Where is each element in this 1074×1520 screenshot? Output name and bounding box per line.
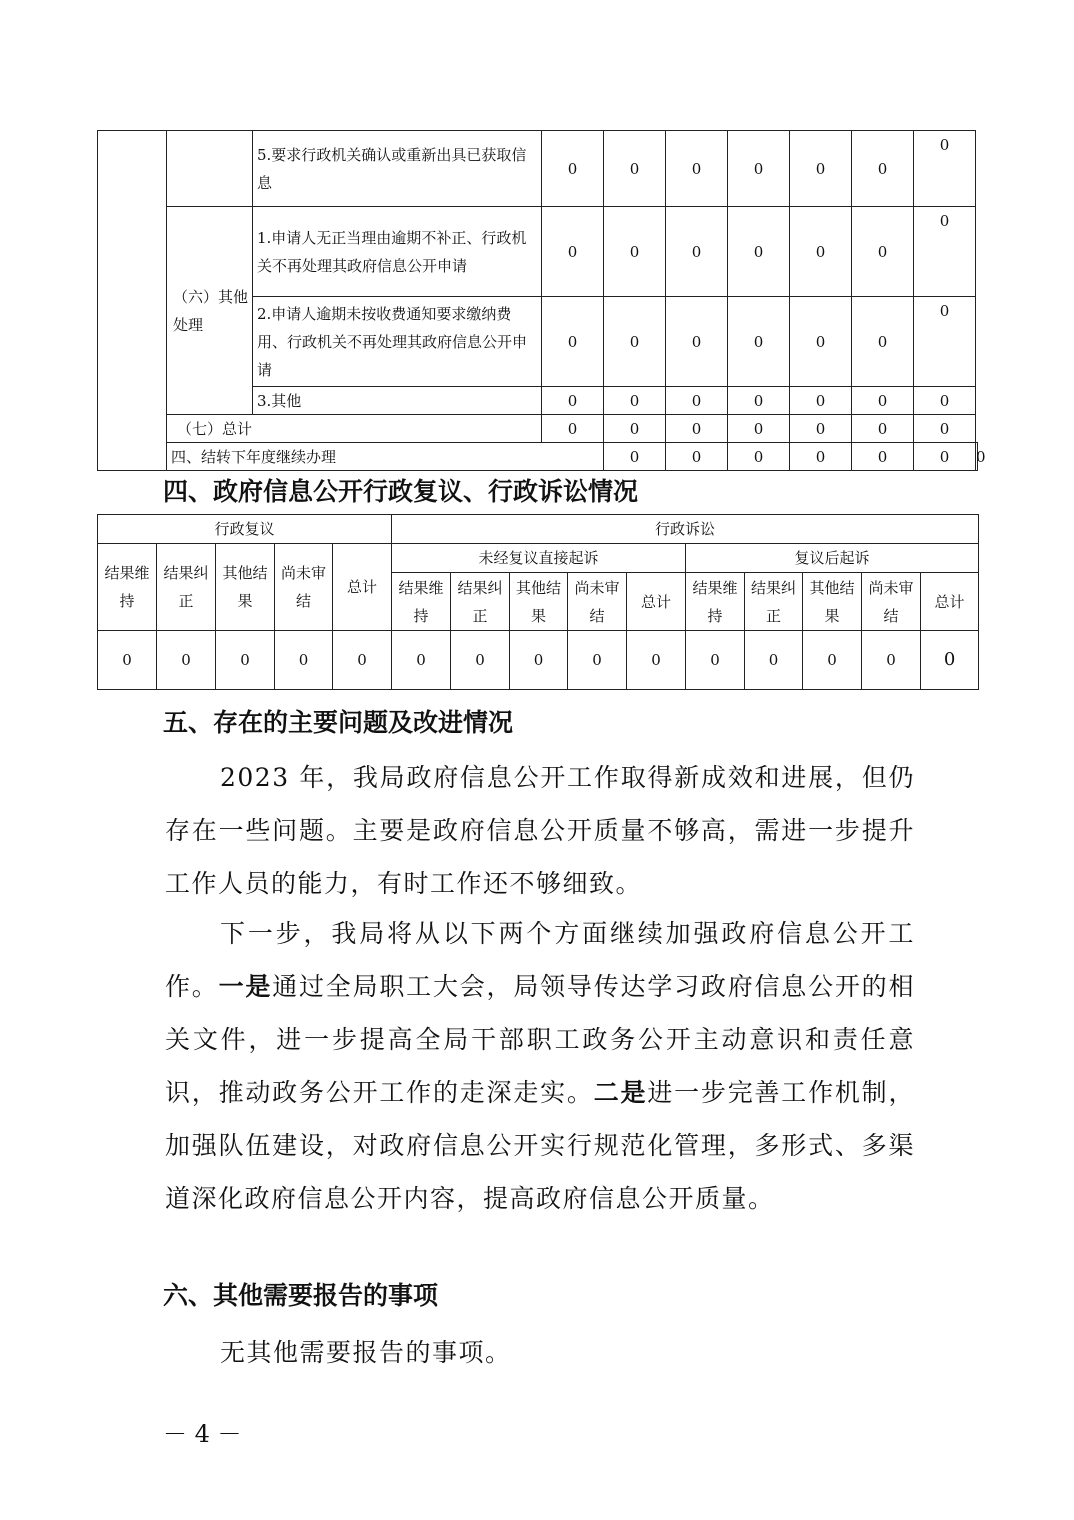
table-row: 5.要求行政机关确认或重新出具已获取信息 0 0 0 0 0 0 0 xyxy=(98,131,978,207)
direct-suit-header: 未经复议直接起诉 xyxy=(392,544,686,573)
table-row: 结果维持 结果纠正 其他结果 尚未审结 总计 结果维持 结果纠正 其他结果 尚未审结 总计 xyxy=(98,573,979,631)
review-header: 行政复议 xyxy=(98,515,392,544)
row-label: 1.申请人无正当理由逾期不补正、行政机关不再处理其政府信息公开申请 xyxy=(253,207,542,297)
row-label: 2.申请人逾期未按收费通知要求缴纳费用、行政机关不再处理其政府信息公开申请 xyxy=(253,297,542,387)
table-row: 3.其他 0 0 0 0 0 0 0 xyxy=(98,387,978,415)
emphasis-first: 一是 xyxy=(218,972,273,1001)
table-row: 0 0 0 0 0 0 0 0 0 0 0 0 0 0 0 xyxy=(98,631,979,690)
group-label: （六）其他处理 xyxy=(167,207,253,415)
table-row: 2.申请人逾期未按收费通知要求缴纳费用、行政机关不再处理其政府信息公开申请 0 0 0 0 0 0 0 xyxy=(98,297,978,387)
row-label: 3.其他 xyxy=(253,387,542,415)
section-5-paragraph-1: 2023 年，我局政府信息公开工作取得新成效和进展，但仍存在一些问题。主要是政府信息公开质量不够高，需进一步提升工作人员的能力，有时工作还不够细致。 xyxy=(165,763,915,898)
litigation-header: 行政诉讼 xyxy=(392,515,979,544)
after-review-header: 复议后起诉 xyxy=(686,544,979,573)
review-litigation-table xyxy=(97,514,979,690)
section-6-paragraph: 无其他需要报告的事项。 xyxy=(220,1338,512,1367)
section-4-heading: 四、政府信息公开行政复议、行政诉讼情况 xyxy=(163,477,639,506)
table-row: 结果维持 结果纠正 其他结果 尚未审结 总计 未经复议直接起诉 复议后起诉 xyxy=(98,544,979,573)
table-row: 四、结转下年度继续办理 0 0 0 0 0 0 0 xyxy=(98,443,978,471)
section-5-heading: 五、存在的主要问题及改进情况 xyxy=(163,708,514,737)
application-handling-table xyxy=(97,130,986,471)
table-row xyxy=(98,515,979,544)
table-row: （六）其他处理 1.申请人无正当理由逾期不补正、行政机关不再处理其政府信息公开申请 0 0 0 0 0 0 0 xyxy=(98,207,978,297)
row-label: 5.要求行政机关确认或重新出具已获取信息 xyxy=(253,131,542,207)
total-label: （七）总计 xyxy=(167,415,542,443)
section-6-heading: 六、其他需要报告的事项 xyxy=(163,1281,439,1310)
table-row: （七）总计 0 0 0 0 0 0 0 xyxy=(98,415,978,443)
section-5-paragraph-2: 下一步，我局将从以下两个方面继续加强政府信息公开工作。一是通过全局职工大会，局领导传达学习政府信息公开的相关文件，进一步提高全局干部职工政务公开主动意识和责任意识，推动政务公开工作的走深走实。二是进一步完善工作机制，加强队伍建设，对政府信息公开实行规范化管理，多形式、多渠道深化政府信息公开内容，提高政府信息公开质量。 xyxy=(165,919,915,1213)
emphasis-second: 二是 xyxy=(593,1078,648,1107)
page-number: － 4 － xyxy=(163,1420,242,1448)
carry-over-label: 四、结转下年度继续办理 xyxy=(167,443,604,471)
